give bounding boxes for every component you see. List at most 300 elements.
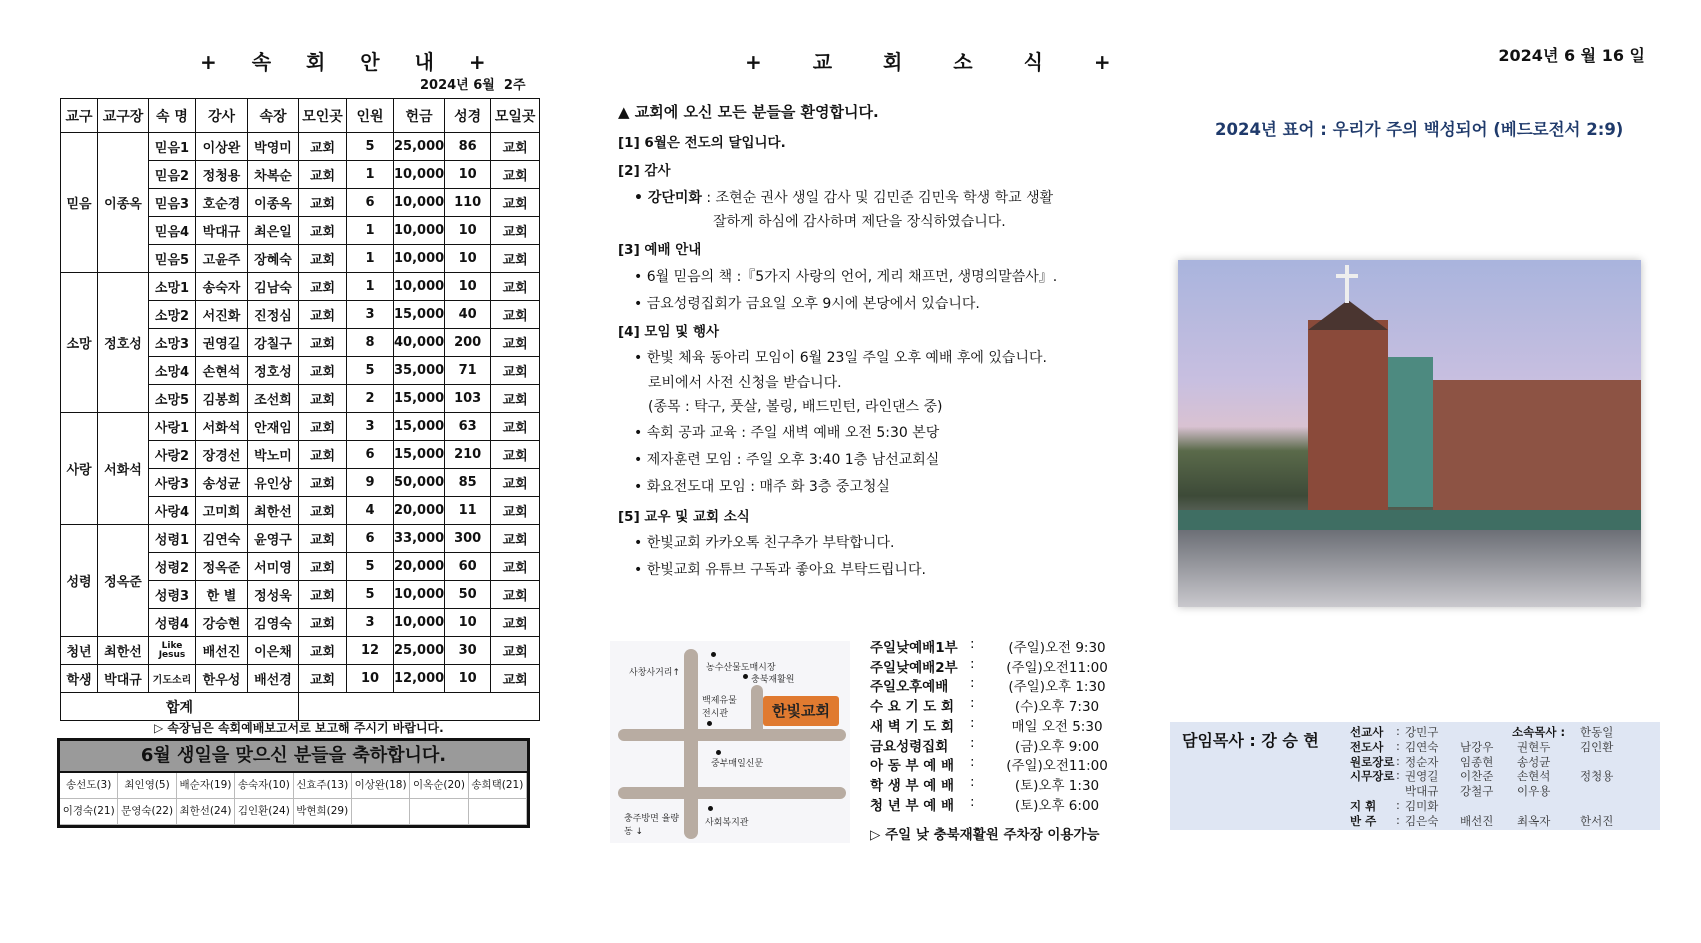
table-cell: 성령4 [149, 609, 196, 637]
schedule-colon: : [970, 695, 975, 712]
event-item-4: • 화요전도대 모임 : 매주 화 3층 중고청실 [634, 479, 890, 495]
canopy [1178, 510, 1641, 532]
district-leader-cell: 박대규 [98, 665, 149, 693]
table-cell: 최한선 [248, 497, 299, 525]
table-cell: 소망3 [149, 329, 196, 357]
table-cell: 71 [445, 357, 491, 385]
table-cell: 8 [347, 329, 394, 357]
birthday-cell [352, 799, 410, 825]
table-cell: 교회 [299, 413, 347, 441]
table-cell: 김남숙 [248, 273, 299, 301]
table-cell: 50 [445, 581, 491, 609]
year-motto: 2024년 표어 : 우리가 주의 백성되어 (베드로전서 2:9) [1215, 120, 1624, 139]
table-cell: 11 [445, 497, 491, 525]
table-cell: 50,000 [394, 469, 445, 497]
thanks-item [634, 187, 1053, 207]
map-label: 충북재활원 [751, 675, 795, 685]
table-cell: 교회 [299, 441, 347, 469]
table-cell: 10,000 [394, 161, 445, 189]
table-cell: 교회 [299, 553, 347, 581]
schedule-label: 청 년 부 예 배 [870, 797, 955, 814]
schedule-time: (토)오후 6:00 [1014, 797, 1100, 814]
table-cell: 10 [445, 245, 491, 273]
table-cell: 차복순 [248, 161, 299, 189]
schedule-label: 아 동 부 예 배 [870, 758, 955, 775]
tower-roof [1308, 300, 1388, 330]
table-cell: 10,000 [394, 609, 445, 637]
staff-name: 한서진 [1580, 813, 1614, 828]
district-leader-cell: 정옥준 [98, 525, 149, 637]
table-cell: 9 [347, 469, 394, 497]
table-cell: 12 [347, 637, 394, 665]
table-cell: 강승현 [196, 609, 248, 637]
thanks-item-text: : 조현순 권사 생일 감사 및 김민준 김민욱 학생 학교 생활 [701, 190, 1054, 206]
column-header: 교구 [61, 99, 98, 133]
table-cell: 10 [445, 161, 491, 189]
total-row [61, 693, 540, 721]
table-cell: 210 [445, 441, 491, 469]
table-cell: 소망1 [149, 273, 196, 301]
table-cell: 서미영 [248, 553, 299, 581]
staff-box [1170, 722, 1660, 830]
table-cell: 장경선 [196, 441, 248, 469]
table-cell: 3 [347, 609, 394, 637]
table-cell: 교회 [491, 525, 540, 553]
church-news-title: + 교 회 소 식 + [745, 50, 1133, 74]
table-cell: 200 [445, 329, 491, 357]
table-cell: 강칠구 [248, 329, 299, 357]
total-label: 합계 [61, 693, 299, 721]
district-leader-cell: 최한선 [98, 637, 149, 665]
schedule-time: (주일)오전 9:30 [1008, 640, 1106, 656]
map-label: 사창사거리↑ [629, 668, 681, 678]
birthday-cell: 김인환(24) [235, 799, 293, 825]
table-row [61, 413, 540, 441]
column-header: 교구장 [98, 99, 149, 133]
table-cell: 10,000 [394, 273, 445, 301]
event-item-1: • 한빛 체육 동아리 모임이 6월 23일 주일 오후 예배 후에 있습니다. [634, 350, 1047, 366]
table-cell: 권영길 [196, 329, 248, 357]
staff-name: 이찬준 [1460, 769, 1494, 784]
map-label: 충주방면 율량동 ↓ [624, 814, 680, 837]
table-cell: 정청용 [196, 161, 248, 189]
table-cell: 사랑3 [149, 469, 196, 497]
district-cell: 학생 [61, 665, 98, 693]
birthday-cell: 이옥순(20) [410, 773, 468, 799]
table-cell: 한 별 [196, 581, 248, 609]
table-cell: 교회 [491, 553, 540, 581]
table-cell: 이은채 [248, 637, 299, 665]
table-cell: 믿음5 [149, 245, 196, 273]
table-cell: 교회 [299, 217, 347, 245]
staff-name: 김인환 [1580, 739, 1614, 754]
table-cell: 교회 [299, 469, 347, 497]
staff-name: 남강우 [1460, 739, 1494, 754]
staff-name: 김미화 [1405, 799, 1439, 813]
birthday-title: 6월 생일을 맞으신 분들을 축하합니다. [60, 741, 527, 773]
table-cell: 김봉희 [196, 385, 248, 413]
table-cell: 정호성 [248, 357, 299, 385]
table-cell: 한우성 [196, 665, 248, 693]
staff-role: 반 주 [1350, 813, 1377, 828]
table-cell: 교회 [491, 357, 540, 385]
staff-role: 선교사 [1350, 725, 1384, 739]
table-cell: 믿음3 [149, 189, 196, 217]
table-cell: 교회 [491, 441, 540, 469]
senior-pastor: 담임목사 : 강 승 현 [1182, 731, 1319, 750]
table-cell: 33,000 [394, 525, 445, 553]
birthday-cell: 배순자(19) [177, 773, 235, 799]
table-cell: 5 [347, 581, 394, 609]
table-cell: 5 [347, 553, 394, 581]
table-cell: 6 [347, 189, 394, 217]
table-cell: 기도소리 [149, 665, 196, 693]
table-header-row [61, 99, 540, 133]
church-marker: 한빛교회 [763, 696, 839, 726]
staff-colon: : [1396, 798, 1400, 812]
staff-colon: : [1396, 812, 1400, 827]
table-row [61, 273, 540, 301]
birthday-cell [469, 799, 527, 825]
cross-icon [1345, 265, 1349, 303]
table-row [61, 525, 540, 553]
section-3: [3] 예배 안내 [618, 242, 702, 258]
schedule-label: 주일낮예배2부 [870, 659, 958, 676]
district-cell: 믿음 [61, 133, 98, 273]
schedule-label: 금요성령집회 [870, 738, 949, 755]
table-cell: 25,000 [394, 133, 445, 161]
map-dot [711, 652, 716, 657]
table-cell: 교회 [491, 637, 540, 665]
table-cell: 1 [347, 217, 394, 245]
associate-pastor-label: 소속목사 : [1512, 725, 1566, 739]
table-cell: 교회 [299, 245, 347, 273]
table-cell: 교회 [491, 385, 540, 413]
table-cell: 박대규 [196, 217, 248, 245]
column-header: 모인곳 [299, 99, 347, 133]
staff-role: 원로장로 [1350, 754, 1395, 769]
table-cell: 1 [347, 273, 394, 301]
table-cell: 10 [347, 665, 394, 693]
table-cell: 성령3 [149, 581, 196, 609]
birthday-cell [410, 799, 468, 825]
table-cell: 15,000 [394, 413, 445, 441]
table-cell: 교회 [299, 357, 347, 385]
table-cell: 63 [445, 413, 491, 441]
table-cell: 15,000 [394, 301, 445, 329]
schedule-colon: : [970, 655, 975, 672]
table-cell: 교회 [299, 273, 347, 301]
district-leader-cell: 정호성 [98, 273, 149, 413]
table-cell: 10,000 [394, 245, 445, 273]
table-cell: 장혜숙 [248, 245, 299, 273]
church-photo [1178, 260, 1641, 607]
staff-name: 김은숙 [1405, 813, 1439, 828]
table-cell: 교회 [491, 497, 540, 525]
table-cell: 교회 [299, 609, 347, 637]
birthday-cell: 최한선(24) [177, 799, 235, 825]
week-label: 2024년 6월 2주 [420, 78, 526, 93]
table-cell: 이종옥 [248, 189, 299, 217]
event-item-3: • 제자훈련 모임 : 주일 오후 3:40 1층 남선교회실 [634, 452, 940, 468]
staff-colon: : [1396, 768, 1400, 783]
location-map [610, 641, 850, 843]
associate-pastor-name: 한동일 [1580, 725, 1614, 739]
schedule-colon: : [970, 636, 975, 652]
column-header: 성경 [445, 99, 491, 133]
table-cell: 조선희 [248, 385, 299, 413]
table-cell: 10,000 [394, 217, 445, 245]
staff-name: 박대규 [1405, 784, 1439, 799]
table-cell: 소망4 [149, 357, 196, 385]
table-cell: 110 [445, 189, 491, 217]
table-cell: 4 [347, 497, 394, 525]
table-cell: 교회 [491, 273, 540, 301]
table-cell: 송숙자 [196, 273, 248, 301]
birthday-cell: 송선도(3) [60, 773, 118, 799]
birthday-grid [60, 773, 527, 825]
table-cell: 소망2 [149, 301, 196, 329]
cell-meeting-title: + 속 회 안 내 + [200, 50, 500, 74]
table-cell: 1 [347, 161, 394, 189]
table-cell: 6 [347, 525, 394, 553]
map-road [618, 787, 846, 799]
map-label: 농수산물도매시장 [706, 663, 776, 673]
table-cell: 5 [347, 357, 394, 385]
table-cell: 박영미 [248, 133, 299, 161]
birthday-cell: 송숙자(10) [235, 773, 293, 799]
church-building [1433, 380, 1641, 515]
table-cell: 교회 [491, 301, 540, 329]
table-cell: 손현석 [196, 357, 248, 385]
table-cell: 교회 [491, 133, 540, 161]
event-item-1-cont1: 로비에서 사전 신청을 받습니다. [648, 375, 842, 391]
table-cell: 103 [445, 385, 491, 413]
table-cell: 2 [347, 385, 394, 413]
staff-name: 권영길 [1405, 769, 1439, 784]
table-cell: 35,000 [394, 357, 445, 385]
event-item-2: • 속회 공과 교육 : 주일 새벽 예배 오전 5:30 본당 [634, 425, 940, 441]
staff-name: 정청용 [1580, 769, 1614, 784]
total-value [299, 693, 540, 721]
staff-colon: : [1396, 724, 1400, 738]
table-cell: 사랑2 [149, 441, 196, 469]
schedule-label: 새 벽 기 도 회 [870, 718, 955, 735]
table-row [61, 665, 540, 693]
section-4: [4] 모임 및 행사 [618, 324, 720, 340]
table-cell: 서화석 [196, 413, 248, 441]
birthday-cell: 이상완(18) [352, 773, 410, 799]
table-cell: 박노미 [248, 441, 299, 469]
staff-role: 시무장로 [1350, 769, 1395, 784]
staff-name: 김연숙 [1405, 739, 1439, 754]
table-cell: 25,000 [394, 637, 445, 665]
section-1: [1] 6월은 전도의 달입니다. [618, 135, 786, 151]
worship-item-2: • 금요성령집회가 금요일 오후 9시에 본당에서 있습니다. [634, 296, 980, 312]
table-cell: 10,000 [394, 581, 445, 609]
glass-stairwell [1388, 357, 1433, 507]
map-dot [707, 721, 712, 726]
thanks-item-cont: 잘하게 하심에 감사하며 제단을 장식하였습니다. [713, 214, 1006, 230]
table-cell: 사랑1 [149, 413, 196, 441]
schedule-colon: : [970, 754, 975, 771]
district-cell: 청년 [61, 637, 98, 665]
birthday-cell: 신효주(13) [294, 773, 352, 799]
staff-name: 송성균 [1517, 754, 1551, 769]
section-2: [2] 감사 [618, 163, 671, 179]
table-cell: 정성욱 [248, 581, 299, 609]
table-row [61, 133, 540, 161]
schedule-time: (수)오후 7:30 [1014, 699, 1100, 716]
birthday-cell: 최인영(5) [118, 773, 176, 799]
table-cell: 교회 [491, 189, 540, 217]
staff-colon: : [1396, 738, 1400, 753]
table-cell: 교회 [491, 469, 540, 497]
table-cell: 교회 [299, 525, 347, 553]
schedule-time: (주일)오전11:00 [1006, 659, 1108, 676]
table-cell: 진정심 [248, 301, 299, 329]
table-cell: 성령2 [149, 553, 196, 581]
table-cell: 서진화 [196, 301, 248, 329]
staff-role: 전도사 [1350, 739, 1384, 754]
table-cell: 5 [347, 133, 394, 161]
column-header: 속 명 [149, 99, 196, 133]
table-cell: 고윤주 [196, 245, 248, 273]
staff-colon: : [1396, 753, 1400, 768]
bulletin-date: 2024년 6 월 16 일 [1498, 46, 1645, 65]
birthday-cell: 송희택(21) [469, 773, 527, 799]
map-road [618, 729, 846, 741]
member-news-1: • 한빛교회 카카오톡 친구추가 부탁합니다. [634, 535, 895, 551]
schedule-label: 주일오후예배 [870, 679, 949, 696]
district-cell: 소망 [61, 273, 98, 413]
schedule-time: (주일)오후 1:30 [1008, 679, 1106, 696]
table-cell: 10 [445, 665, 491, 693]
cross-icon-bar [1336, 274, 1358, 278]
staff-name: 최옥자 [1517, 813, 1551, 828]
schedule-colon: : [970, 714, 975, 731]
table-cell: 교회 [299, 581, 347, 609]
table-cell: 교회 [299, 385, 347, 413]
map-road [684, 649, 698, 839]
birthday-cell: 이경숙(21) [60, 799, 118, 825]
staff-name: 강민구 [1405, 725, 1439, 739]
staff-name: 정순자 [1405, 754, 1439, 769]
table-cell: 40,000 [394, 329, 445, 357]
table-cell: 교회 [299, 665, 347, 693]
table-cell: 믿음2 [149, 161, 196, 189]
schedule-colon: : [970, 773, 975, 790]
table-cell: 300 [445, 525, 491, 553]
table-cell: 10 [445, 217, 491, 245]
district-cell: 성령 [61, 525, 98, 637]
table-cell: 15,000 [394, 441, 445, 469]
schedule-colon: : [970, 793, 975, 810]
birthday-box [57, 738, 530, 828]
table-cell: 김영숙 [248, 609, 299, 637]
table-cell: 윤영구 [248, 525, 299, 553]
district-cell: 사랑 [61, 413, 98, 525]
table-cell: 사랑4 [149, 497, 196, 525]
report-note: ▷ 속장님은 속회예배보고서로 보고해 주시기 바랍니다. [154, 721, 444, 735]
table-cell: 교회 [491, 581, 540, 609]
staff-name: 권현두 [1517, 739, 1551, 754]
table-cell: 1 [347, 245, 394, 273]
welcome-text: ▲ 교회에 오신 모든 분들을 환영합니다. [618, 103, 879, 121]
table-cell: 배선진 [196, 637, 248, 665]
map-dot [708, 806, 713, 811]
column-header: 인원 [347, 99, 394, 133]
schedule-label: 학 생 부 예 배 [870, 777, 955, 794]
table-cell: 교회 [491, 161, 540, 189]
map-dot [716, 750, 721, 755]
schedule-label: 수 요 기 도 회 [870, 699, 955, 716]
table-cell: 20,000 [394, 497, 445, 525]
staff-name: 손현석 [1517, 769, 1551, 784]
table-cell: 교회 [299, 161, 347, 189]
table-cell: 10 [445, 273, 491, 301]
table-cell: 송성균 [196, 469, 248, 497]
staff-name: 배선진 [1460, 813, 1494, 828]
table-cell: 교회 [299, 637, 347, 665]
table-cell: 교회 [299, 329, 347, 357]
birthday-cell: 박현희(29) [294, 799, 352, 825]
table-cell: 호순경 [196, 189, 248, 217]
table-cell: 교회 [491, 329, 540, 357]
staff-name: 강철구 [1460, 784, 1494, 799]
table-cell: 배선경 [248, 665, 299, 693]
table-cell: 교회 [299, 301, 347, 329]
map-road [751, 685, 763, 737]
table-cell: 소망5 [149, 385, 196, 413]
schedule-time: 매일 오전 5:30 [1011, 718, 1103, 735]
thanks-item-label: • 강단미화 [634, 190, 702, 206]
column-header: 속장 [248, 99, 299, 133]
table-cell: 3 [347, 413, 394, 441]
schedule-colon: : [970, 734, 975, 751]
staff-role: 지 휘 [1350, 799, 1377, 813]
section-5: [5] 교우 및 교회 소식 [618, 509, 750, 525]
table-cell: 6 [347, 441, 394, 469]
table-cell: 이상완 [196, 133, 248, 161]
table-cell: 85 [445, 469, 491, 497]
map-dot [743, 674, 748, 679]
table-cell: Like Jesus [149, 637, 196, 665]
table-cell: 정옥준 [196, 553, 248, 581]
table-cell: 15,000 [394, 385, 445, 413]
table-cell: 교회 [299, 133, 347, 161]
parking-note: ▷ 주일 낮 충북재활원 주차장 이용가능 [870, 827, 1100, 843]
table-cell: 믿음4 [149, 217, 196, 245]
cell-meeting-table [60, 98, 540, 721]
table-cell: 86 [445, 133, 491, 161]
member-news-2: • 한빛교회 유튜브 구독과 좋아요 부탁드립니다. [634, 562, 926, 578]
column-header: 헌금 [394, 99, 445, 133]
church-tower [1308, 320, 1388, 520]
column-header: 강사 [196, 99, 248, 133]
schedule-time: (토)오후 1:30 [1014, 777, 1100, 794]
table-cell: 교회 [491, 245, 540, 273]
table-cell: 30 [445, 637, 491, 665]
staff-name: 임종현 [1460, 754, 1494, 769]
birthday-cell: 문영숙(22) [118, 799, 176, 825]
schedule-colon: : [970, 675, 975, 692]
table-cell: 40 [445, 301, 491, 329]
table-cell: 12,000 [394, 665, 445, 693]
parked-cars [1178, 530, 1641, 607]
table-cell: 20,000 [394, 553, 445, 581]
map-label: 중부매일신문 [711, 759, 764, 769]
